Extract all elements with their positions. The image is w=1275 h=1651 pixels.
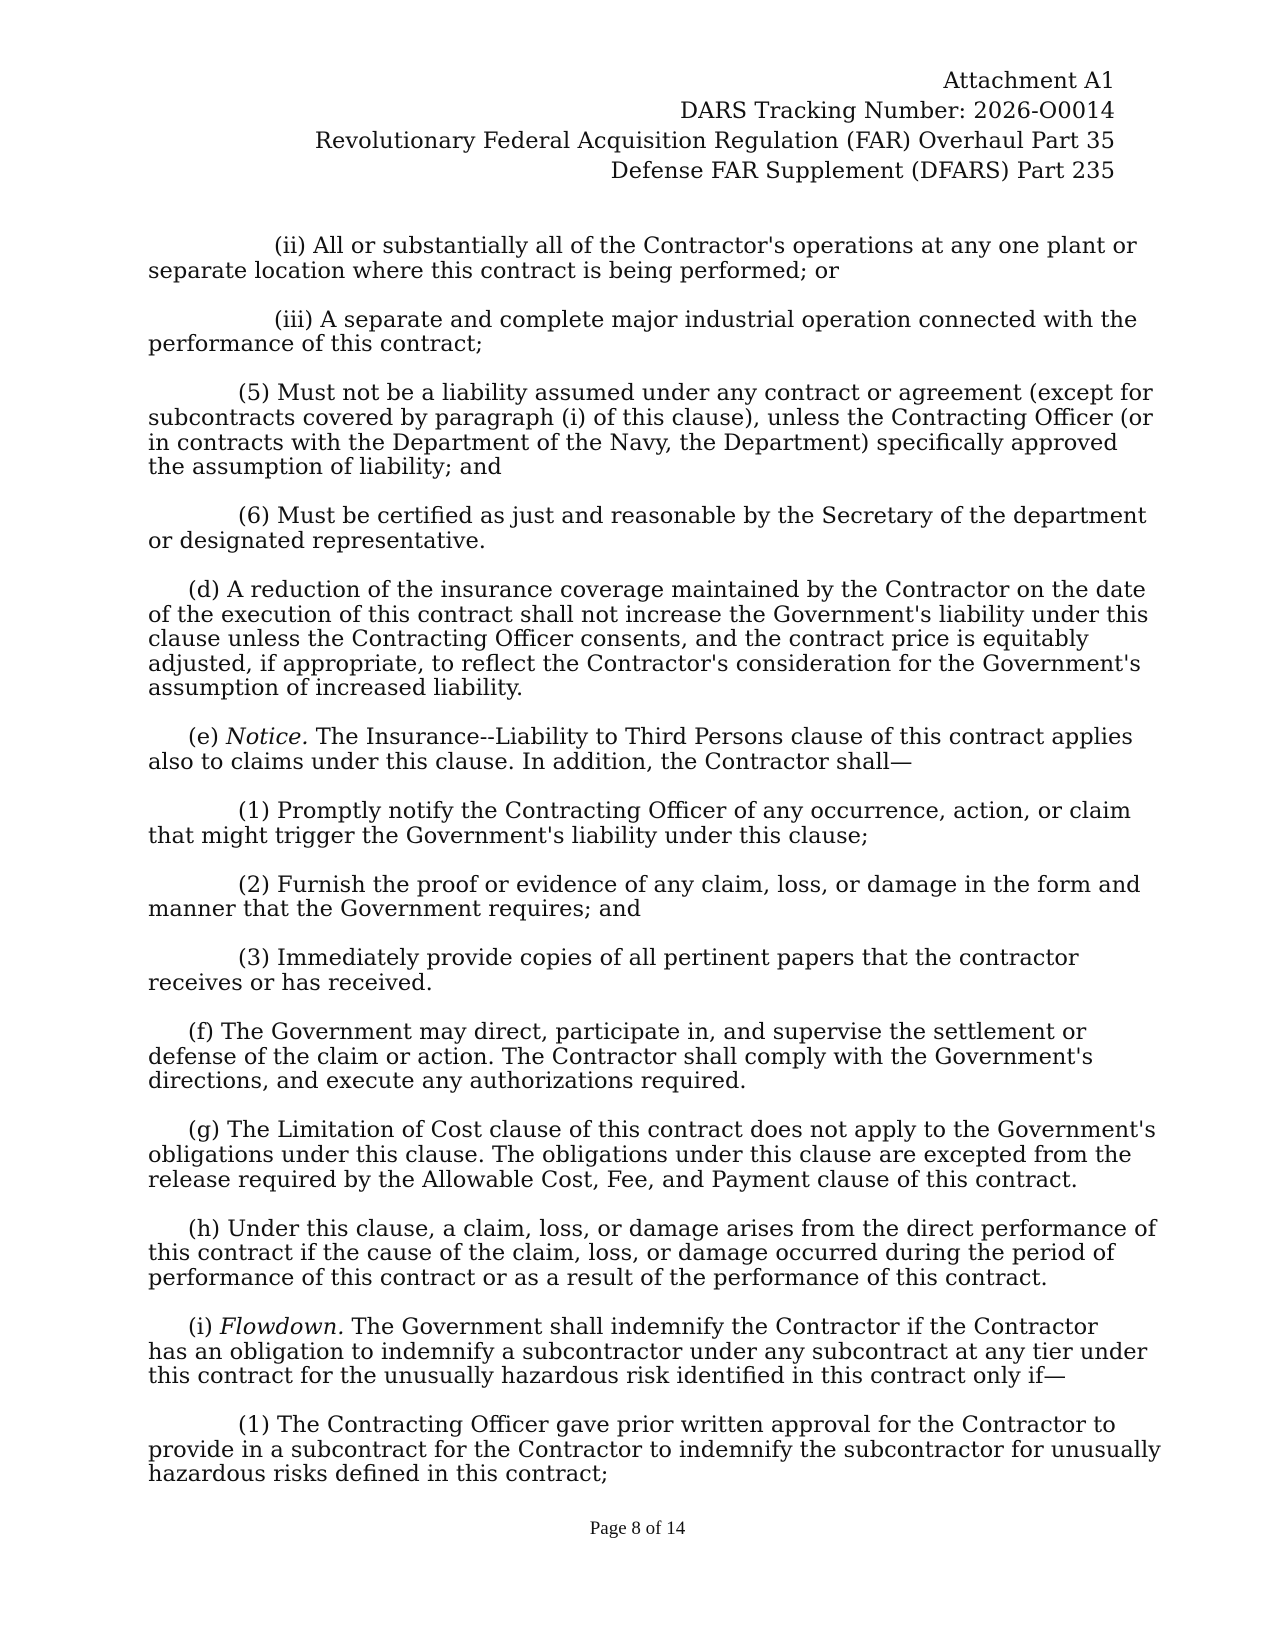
page-number: Page 8 of 14	[589, 1518, 686, 1539]
paragraph-d	[148, 576, 1149, 702]
paragraph-heading: Notice.	[226, 724, 309, 751]
text-line: has an obligation to indemnify a subcontractor under any subcontract at any tier under	[148, 1338, 1148, 1365]
paragraph-e-notice	[148, 724, 1133, 775]
text-line: (3) Immediately provide copies of all pertinent papers that the contractor	[238, 945, 1079, 972]
text-line: of the execution of this contract shall not increase the Government's liability under this	[148, 601, 1149, 628]
text-line: (1) The Contracting Officer gave prior written approval for the Contractor to	[238, 1412, 1116, 1439]
text-line: assumption of increased liability.	[148, 675, 524, 702]
document-body	[148, 233, 1161, 1512]
paragraph-text: The Insurance--Liability to Third Persons clause of this contract applies	[308, 724, 1133, 751]
text-line: (ii) All or substantially all of the Contractor's operations at any one plant or	[274, 233, 1137, 259]
paragraph-heading: Flowdown.	[219, 1314, 345, 1340]
paragraph-c-4-iii	[148, 306, 1138, 358]
paragraph-c-4-ii	[148, 233, 1137, 284]
text-line: also to claims under this clause. In addition, the Contractor shall—	[148, 749, 913, 775]
text-line: (g) The Limitation of Cost clause of this contract does not apply to the Government's	[188, 1117, 1156, 1144]
text-line: (6) Must be certified as just and reasonable by the Secretary of the department	[238, 503, 1147, 530]
paragraph-text: The Government shall indemnify the Contractor if the Contractor	[344, 1314, 1098, 1340]
text-line: provide in a subcontract for the Contractor to indemnify the subcontractor for unusually	[148, 1436, 1161, 1463]
text-line: (2) Furnish the proof or evidence of any claim, loss, or damage in the form and	[238, 871, 1141, 898]
text-line: performance of this contract;	[148, 331, 483, 358]
paragraph-g	[148, 1117, 1156, 1193]
text-line: (f) The Government may direct, participate in, and supervise the settlement or	[188, 1019, 1087, 1046]
text-line: subcontracts covered by paragraph (i) of this clause), unless the Contracting Officer (or	[148, 404, 1153, 431]
paragraph-i-flowdown	[148, 1314, 1148, 1390]
text-line: in contracts with the Department of the Navy, the Department) specifically approved	[148, 429, 1118, 456]
text-line: the assumption of liability; and	[148, 454, 502, 481]
text-line: (1) Promptly notify the Contracting Officer of any occurrence, action, or claim	[238, 798, 1131, 825]
text-line: (iii) A separate and complete major industrial operation connected with the	[274, 306, 1138, 333]
text-line: (h) Under this clause, a claim, loss, or damage arises from the direct performance of	[188, 1215, 1157, 1242]
paragraph-c-6	[148, 503, 1147, 554]
paragraph-e-3	[148, 946, 1128, 995]
text-line: or designated representative.	[148, 527, 486, 554]
text-line: directions, and execute any authorizations required.	[148, 1068, 747, 1095]
paragraph-h	[148, 1215, 1157, 1291]
paragraph-e-2	[148, 871, 1141, 923]
text-line: (5) Must not be a liability assumed under any contract or agreement (except for	[238, 380, 1153, 407]
text-line	[148, 724, 1133, 751]
text-line: manner that the Government requires; and	[148, 896, 642, 923]
paragraph-label: (i)	[188, 1314, 220, 1340]
header-attachment: Attachment A1	[943, 68, 1115, 94]
header-far-part: Revolutionary Federal Acquisition Regulation (FAR) Overhaul Part 35	[314, 128, 1115, 154]
paragraph-label: (e)	[188, 724, 227, 751]
text-line: obligations under this clause. The obligations under this clause are excepted from the	[148, 1142, 1132, 1169]
text-line: (d) A reduction of the insurance coverage maintained by the Contractor on the date	[188, 576, 1146, 603]
text-line: receives or has received.	[148, 970, 433, 997]
text-line: this contract for the unusually hazardous risk identified in this contract only if—	[148, 1363, 1066, 1390]
paragraph-i-1	[148, 1412, 1161, 1488]
text-line: adjusted, if appropriate, to reflect the Contractor's consideration for the Government's	[148, 650, 1141, 677]
header-tracking-number: DARS Tracking Number: 2026-O0014	[680, 98, 1115, 124]
paragraph-e-1	[148, 798, 1131, 849]
text-line: defense of the claim or action. The Contractor shall comply with the Government's	[148, 1043, 1094, 1070]
text-line: release required by the Allowable Cost, Fee, and Payment clause of this contract.	[148, 1166, 1078, 1193]
text-line	[148, 1315, 1128, 1340]
text-line: clause unless the Contracting Officer consents, and the contract price is equitably	[148, 626, 1089, 653]
header-dfars-part: Defense FAR Supplement (DFARS) Part 235	[610, 158, 1115, 184]
paragraph-f	[148, 1020, 1128, 1094]
paragraph-c-5	[148, 380, 1153, 481]
text-line: hazardous risks defined in this contract;	[148, 1461, 609, 1488]
text-line: separate location where this contract is being performed; or	[148, 257, 839, 284]
text-line: performance of this contract or as a result of the performance of this contract.	[148, 1264, 1048, 1291]
text-line: this contract if the cause of the claim, loss, or damage occurred during the period of	[148, 1240, 1115, 1267]
text-line: that might trigger the Government's liability under this clause;	[148, 822, 869, 849]
page-header	[215, 66, 1115, 186]
